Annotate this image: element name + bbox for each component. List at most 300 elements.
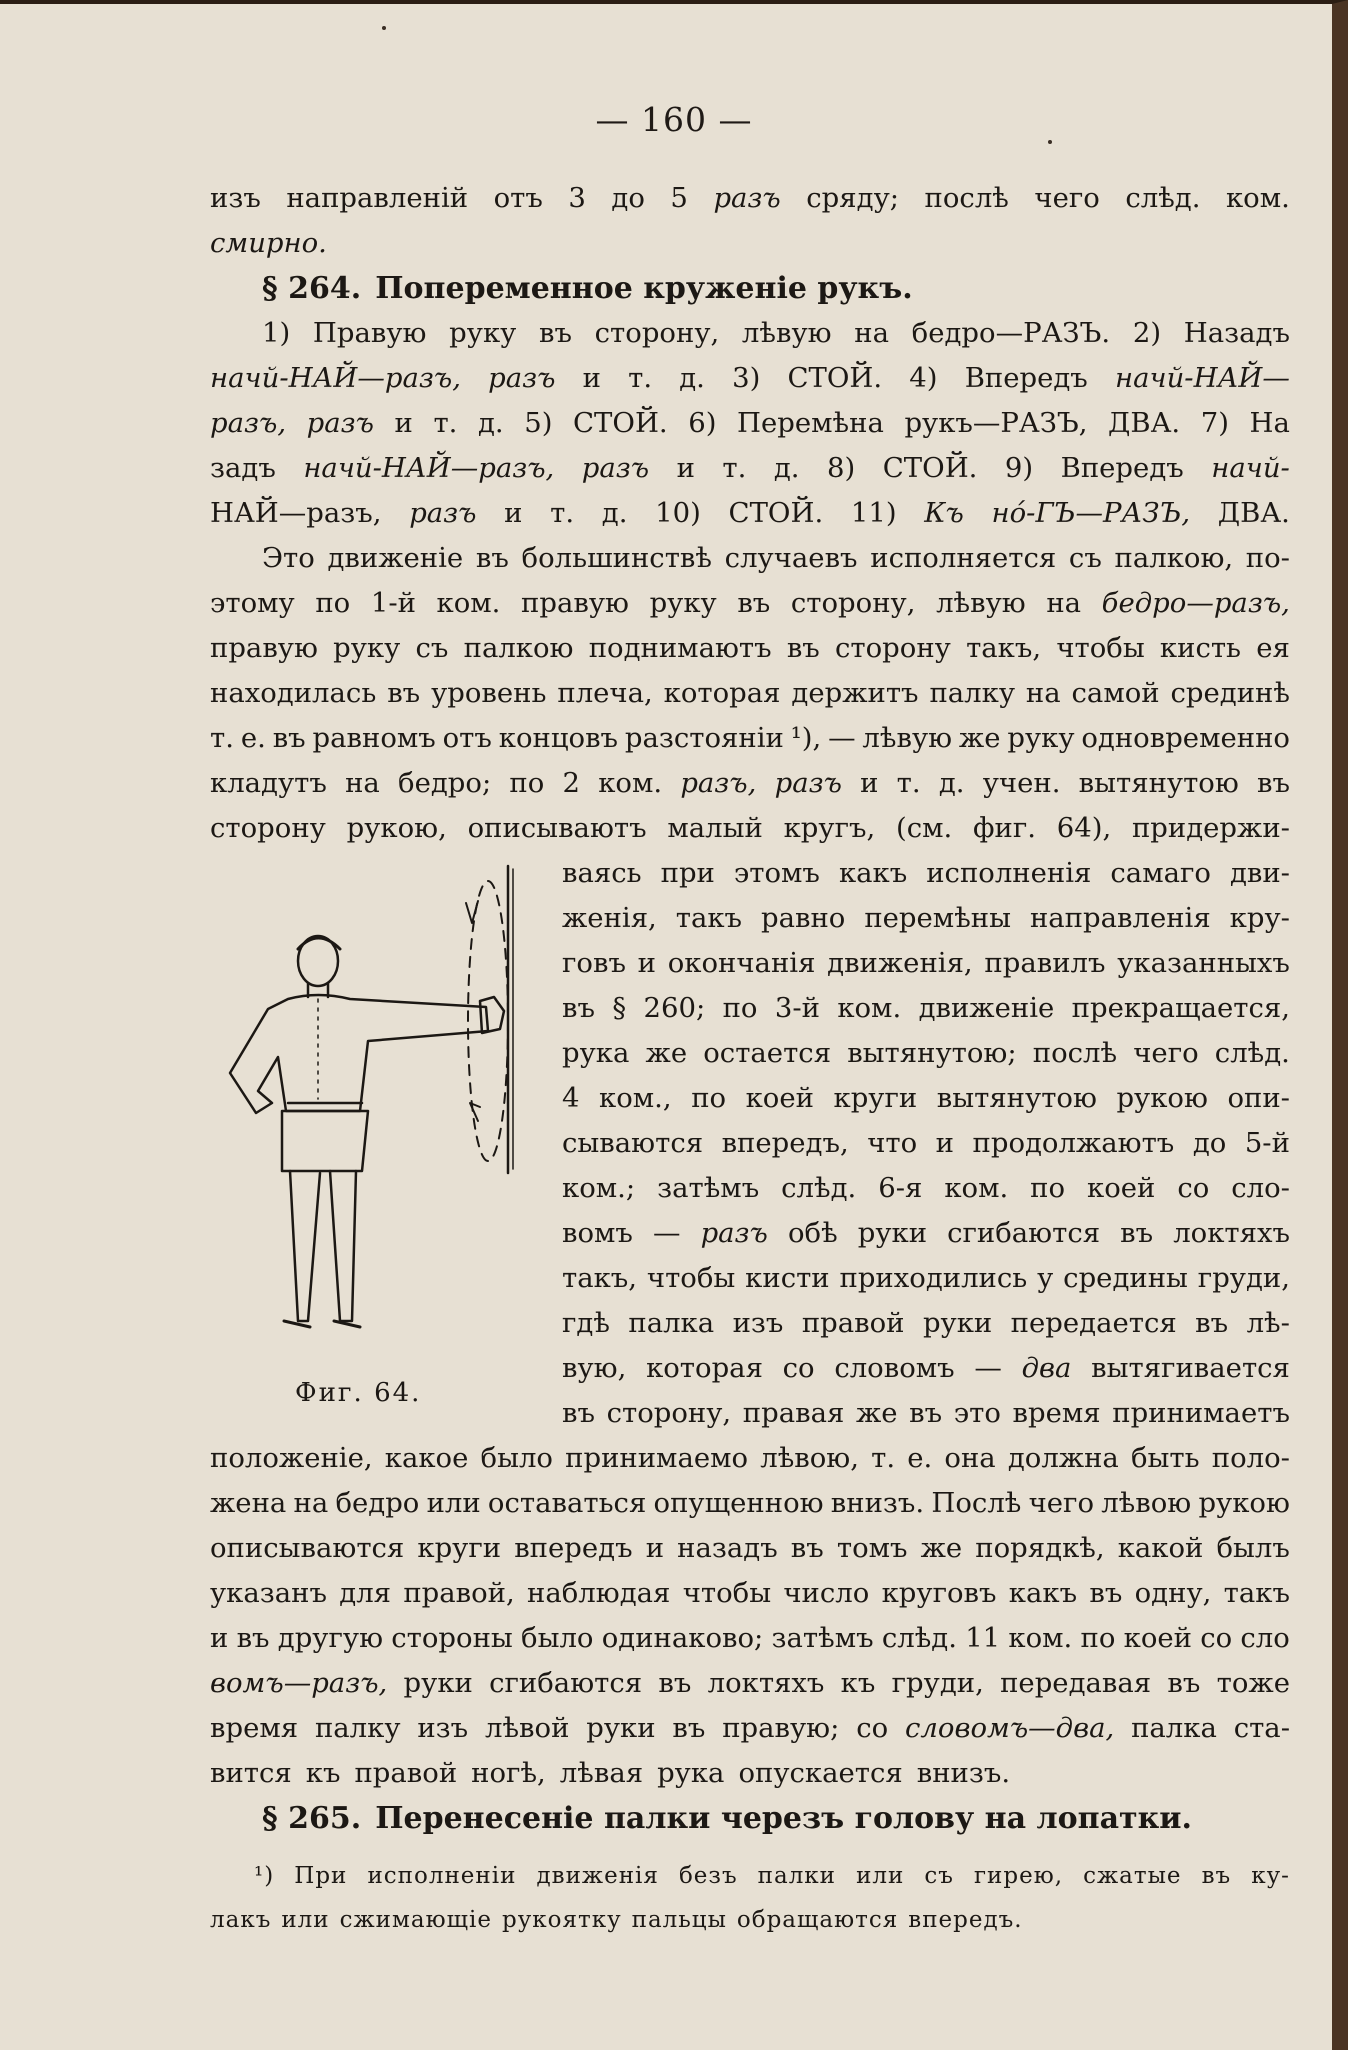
word: чего: [1133, 1037, 1199, 1069]
word: исполненія: [926, 857, 1092, 889]
word: кладутъ: [210, 767, 327, 799]
word: въ: [475, 542, 509, 574]
word: обѣ: [787, 1217, 838, 1249]
word: перемѣны: [864, 902, 1011, 934]
section-heading-265: [210, 1796, 1290, 1841]
text-line: [562, 1166, 1290, 1211]
word: плеча,: [557, 677, 653, 709]
word: начй-НАЙ—разъ,: [303, 452, 555, 484]
text-line: [562, 941, 1290, 986]
text-line: [210, 1661, 1290, 1706]
word: равномъ: [312, 722, 436, 754]
word: исполняется: [870, 542, 1057, 574]
word: СТОЙ.: [573, 407, 668, 439]
word: коей: [1123, 1622, 1192, 1654]
word: приходились: [839, 1262, 1028, 1294]
word: положеніе,: [210, 1442, 373, 1474]
word: въ: [387, 677, 421, 709]
word: лѣвую: [862, 722, 953, 754]
word: при: [660, 857, 715, 889]
word: оставаться: [487, 1487, 647, 1519]
word: направленія: [1029, 902, 1211, 934]
word: д.: [938, 767, 965, 799]
word: какой: [1117, 1532, 1204, 1564]
word: движенія,: [827, 947, 973, 979]
word: правой: [354, 1757, 458, 1789]
word: время: [210, 1712, 299, 1744]
word: вомъ: [562, 1217, 633, 1249]
word: до: [1192, 1127, 1227, 1159]
word: локтяхъ: [1173, 1217, 1290, 1249]
word: этому: [210, 587, 295, 619]
explanation-paragraph: [210, 536, 1290, 851]
word: т.: [433, 407, 458, 439]
word: малый: [667, 812, 763, 844]
word: учен.: [982, 767, 1061, 799]
word: руки: [922, 1307, 993, 1339]
word: т.: [550, 497, 575, 529]
word: правой: [801, 1307, 905, 1339]
word: 6): [688, 407, 717, 439]
section-title: Перенесеніе палки черезъ голову на лопатки.: [375, 1801, 1192, 1836]
word: два: [1021, 1352, 1072, 1384]
figure-illustration: [210, 851, 562, 1436]
word: 11: [965, 1622, 1001, 1654]
word: въ: [562, 992, 595, 1024]
text-line: [210, 221, 1290, 266]
word: послѣ: [924, 182, 1009, 214]
word: груди,: [891, 1667, 984, 1699]
word: ком.: [837, 992, 902, 1024]
word: 5: [670, 182, 688, 214]
ink-speck: [1048, 140, 1052, 144]
word: затѣмъ: [657, 1172, 760, 1204]
figure-shirt-skirt: [282, 1111, 368, 1171]
word: 1): [262, 317, 291, 349]
word: ком.;: [562, 1172, 636, 1204]
word: 11): [850, 497, 897, 529]
word: къ: [305, 1757, 341, 1789]
word: 3): [732, 362, 761, 394]
word: чтобы: [682, 1577, 772, 1609]
word: ком.,: [599, 1082, 672, 1114]
word: При: [294, 1863, 348, 1889]
word: разъ: [713, 182, 781, 214]
word: придержи-: [1131, 812, 1290, 844]
word: разъ: [488, 362, 556, 394]
word: и: [394, 407, 413, 439]
word: Это: [262, 542, 315, 574]
word: по: [1030, 1172, 1066, 1204]
word: дви-: [1229, 857, 1290, 889]
word: въ: [1201, 1863, 1232, 1889]
word: въ: [236, 1622, 270, 1654]
word: ¹): [254, 1863, 275, 1889]
word: жена: [210, 1487, 287, 1519]
word: правую: [521, 587, 629, 619]
word: 64),: [1056, 812, 1112, 844]
word: рука: [657, 1757, 725, 1789]
word: палка: [628, 1307, 715, 1339]
word: палкою,: [1114, 542, 1234, 574]
word: послѣ: [1032, 1037, 1118, 1069]
word: правая: [742, 1397, 845, 1429]
direction-arrow-down: [470, 1103, 480, 1121]
word: обращаются: [736, 1907, 899, 1933]
word: 2): [1132, 317, 1162, 349]
word: коей: [1087, 1172, 1156, 1204]
wrapped-text-column: [562, 851, 1290, 1436]
word: на: [854, 317, 889, 349]
word: случаевъ: [724, 542, 858, 574]
word: НАЙ—разъ,: [210, 497, 382, 529]
text-line: [210, 176, 1290, 221]
word: сряду;: [806, 182, 900, 214]
text-line: [210, 1436, 1290, 1481]
word: же: [920, 1532, 963, 1564]
word: въ: [737, 587, 771, 619]
word: сжимающіе: [339, 1907, 492, 1933]
word: ваясь: [562, 857, 642, 889]
word: гирею,: [974, 1863, 1064, 1889]
word: такъ,: [562, 1262, 638, 1294]
word: чего: [1028, 1487, 1094, 1519]
word: безъ: [678, 1863, 738, 1889]
word: въ: [1120, 1217, 1154, 1249]
word: 3-й: [774, 992, 820, 1024]
text-line: [210, 806, 1290, 851]
text-line: [210, 1706, 1290, 1751]
word: нó-ГЪ—РАЗЪ,: [991, 497, 1191, 529]
word: по: [315, 587, 351, 619]
word: движеніе: [327, 542, 464, 574]
word: 1-й: [370, 587, 416, 619]
word: самой: [1071, 677, 1160, 709]
word: затѣмъ: [771, 1622, 874, 1654]
word: въ: [658, 1667, 692, 1699]
word: на: [1046, 587, 1082, 619]
word: по: [722, 992, 758, 1024]
word: отъ: [493, 182, 543, 214]
text-line: [210, 356, 1290, 401]
word: §: [612, 992, 627, 1024]
word: груди,: [1197, 1262, 1290, 1294]
word: правой,: [403, 1577, 515, 1609]
word: круги: [417, 1532, 502, 1564]
text-line: [562, 1301, 1290, 1346]
text-line: [210, 1481, 1290, 1526]
ink-speck: [382, 26, 386, 30]
word: опи-: [1227, 1082, 1290, 1114]
word: т.: [722, 452, 747, 484]
word: ком.: [598, 767, 663, 799]
word: локтяхъ: [707, 1667, 825, 1699]
word: палки: [757, 1863, 837, 1889]
word: которая: [663, 677, 781, 709]
word: по: [509, 767, 545, 799]
word: сторону,: [790, 587, 916, 619]
word: это: [953, 1397, 1001, 1429]
word: описываются: [210, 1532, 405, 1564]
word: е.: [240, 722, 266, 754]
word: 6-я: [878, 1172, 923, 1204]
word: гдѣ: [562, 1307, 610, 1339]
word: и: [210, 1622, 229, 1654]
word: —: [653, 1217, 681, 1249]
word: разъ: [306, 407, 374, 439]
word: лѣвою: [1101, 1487, 1192, 1519]
explanation-continuation: [210, 1436, 1290, 1796]
word: д.: [601, 497, 628, 529]
word: СТОЙ.: [882, 452, 978, 484]
word: рукою,: [346, 812, 447, 844]
word: описываютъ: [467, 812, 647, 844]
word: со: [856, 1712, 889, 1744]
word: руки: [857, 1217, 928, 1249]
word: д.: [477, 407, 504, 439]
word: слѣд.: [1214, 1037, 1290, 1069]
text-line: [562, 1256, 1290, 1301]
word: должна: [1007, 1442, 1119, 1474]
word: вытянутою;: [847, 1037, 1017, 1069]
word: въ: [1089, 1577, 1123, 1609]
word: чего: [1034, 182, 1100, 214]
word: ¹),: [790, 722, 822, 754]
text-line: [210, 1571, 1290, 1616]
footnote-line: [210, 1898, 1290, 1942]
word: Къ: [924, 497, 964, 529]
text-line: [562, 1211, 1290, 1256]
text-line: [562, 1391, 1290, 1436]
text-line: [210, 311, 1290, 356]
figure-legs: [290, 1171, 356, 1321]
word: 260;: [643, 992, 706, 1024]
word: разъ,: [210, 407, 287, 439]
word: бедро—РАЗЪ.: [911, 317, 1111, 349]
word: большинствѣ: [521, 542, 712, 574]
section-heading-264: [210, 266, 1290, 311]
word: движенія: [536, 1863, 659, 1889]
word: передавая: [1000, 1667, 1152, 1699]
footnote: [210, 1854, 1290, 1942]
word: такъ: [675, 902, 743, 934]
word: изъ: [417, 1712, 469, 1744]
word: ком.: [1008, 1622, 1073, 1654]
word: уровень: [431, 677, 547, 709]
word: самаго: [1110, 857, 1211, 889]
word: (см.: [895, 812, 953, 844]
word: сторону: [835, 632, 951, 664]
word: палка: [1131, 1712, 1217, 1744]
word: такъ: [1223, 1577, 1290, 1609]
word: внизъ.: [916, 1757, 1011, 1789]
word: Впередъ: [964, 362, 1088, 394]
section-title: Попеременное круженіе рукъ.: [375, 271, 913, 306]
word: сгибаются: [947, 1217, 1101, 1249]
word: разъ: [700, 1217, 768, 1249]
word: наблюдая: [527, 1577, 671, 1609]
text-line: [562, 1031, 1290, 1076]
word: начй-: [1211, 452, 1290, 484]
word: указанъ: [210, 1577, 327, 1609]
word: или: [426, 1487, 481, 1519]
word: вытянутою: [1078, 767, 1239, 799]
word: было: [521, 1622, 594, 1654]
text-line: [210, 491, 1290, 536]
word: лакъ: [210, 1907, 272, 1933]
word: и: [645, 1532, 665, 1564]
word: д.: [773, 452, 800, 484]
word: ста-: [1233, 1712, 1290, 1744]
word: со: [1200, 1622, 1233, 1654]
word: внизъ.: [830, 1487, 925, 1519]
word: ком.: [1225, 182, 1290, 214]
word: лѣвою,: [760, 1442, 859, 1474]
word: принимаетъ: [1112, 1397, 1290, 1429]
word: и: [935, 1127, 955, 1159]
word: былъ: [1216, 1532, 1290, 1564]
word: окончанія: [667, 947, 816, 979]
word: рукою: [1198, 1487, 1290, 1519]
word: изъ: [210, 182, 261, 214]
word: концовъ: [498, 722, 619, 754]
word: было: [480, 1442, 553, 1474]
word: пальцы: [631, 1907, 727, 1933]
word: одинаково;: [601, 1622, 764, 1654]
word: изъ: [732, 1307, 784, 1339]
word: кисть: [1159, 632, 1242, 664]
figure-64: [210, 851, 562, 1436]
word: круговъ: [881, 1577, 997, 1609]
word: —: [974, 1352, 1002, 1384]
text-line: [562, 1076, 1290, 1121]
figure-hand: [480, 997, 504, 1033]
text-line: [210, 536, 1290, 581]
figure-body: [230, 995, 488, 1113]
word: бедро: [335, 1487, 420, 1519]
word: лѣвую: [936, 587, 1026, 619]
word: словомъ—два,: [905, 1712, 1115, 1744]
word: тоже: [1216, 1667, 1290, 1699]
word: 9): [1004, 452, 1034, 484]
word: и: [860, 767, 879, 799]
word: разъ: [581, 452, 650, 484]
word: Впередъ: [1060, 452, 1184, 484]
word: рука: [562, 1037, 630, 1069]
word: 10): [655, 497, 701, 529]
word: вытянутою: [936, 1082, 1097, 1114]
word: 5-й: [1244, 1127, 1290, 1159]
word: въ: [562, 1397, 595, 1429]
word: впередъ.: [908, 1907, 1023, 1933]
text-line: [210, 446, 1290, 491]
word: сжатые: [1083, 1863, 1182, 1889]
word: ДВА.: [1217, 497, 1290, 529]
word: руку: [649, 587, 717, 619]
word: д.: [679, 362, 705, 394]
word: впередъ: [514, 1532, 633, 1564]
word: Правую: [312, 317, 427, 349]
word: сло-: [1231, 1172, 1290, 1204]
word: опускается: [738, 1757, 903, 1789]
word: на: [1025, 677, 1061, 709]
word: находилась: [210, 677, 377, 709]
footnote-line: [210, 1854, 1290, 1898]
word: же: [645, 1037, 688, 1069]
word: въ: [272, 722, 306, 754]
word: въ: [1195, 1307, 1229, 1339]
word: 4: [562, 1082, 580, 1114]
word: какое: [384, 1442, 469, 1474]
word: у: [1037, 1262, 1054, 1294]
text-line: [210, 671, 1290, 716]
word: порядкѣ,: [975, 1532, 1105, 1564]
word: и: [504, 497, 523, 529]
word: СТОЙ.: [728, 497, 824, 529]
word: говъ: [562, 947, 626, 979]
word: и: [637, 947, 657, 979]
word: число: [783, 1577, 870, 1609]
word: рукоятку: [501, 1907, 622, 1933]
word: ку-: [1251, 1863, 1290, 1889]
word: по-: [1245, 542, 1290, 574]
word: быть: [1130, 1442, 1200, 1474]
word: руку: [333, 632, 401, 664]
word: 7): [1200, 407, 1229, 439]
word: фиг.: [972, 812, 1036, 844]
word: разъ,: [680, 767, 757, 799]
word: разстояніи: [624, 722, 784, 754]
text-line: [210, 1751, 1290, 1796]
word: —: [828, 722, 856, 754]
word: которая: [646, 1352, 763, 1384]
word: слѣд.: [781, 1172, 857, 1204]
word: передается: [1010, 1307, 1177, 1339]
word: этомъ: [733, 857, 820, 889]
word: ея: [1256, 632, 1290, 664]
text-line: [562, 896, 1290, 941]
text-line: [210, 581, 1290, 626]
word: ДВА.: [1108, 407, 1181, 439]
word: что: [867, 1127, 918, 1159]
word: рукъ—РАЗЪ,: [904, 407, 1088, 439]
word: стороны: [391, 1622, 513, 1654]
word: сторону,: [606, 1397, 732, 1429]
word: слѣд.: [1125, 182, 1201, 214]
word: продолжаютъ: [972, 1127, 1175, 1159]
text-line: [562, 986, 1290, 1031]
word: руки: [403, 1667, 473, 1699]
word: другую: [277, 1622, 384, 1654]
word: остается: [703, 1037, 832, 1069]
command-paragraph: [210, 311, 1290, 536]
word: задъ: [210, 452, 276, 484]
word: со: [782, 1352, 815, 1384]
text-line: [210, 1616, 1290, 1661]
word: вомъ—разъ,: [210, 1667, 388, 1699]
word: и: [582, 362, 601, 394]
word: е.: [907, 1442, 933, 1474]
word: разъ: [774, 767, 842, 799]
word: палкою: [463, 632, 574, 664]
word: сло: [1240, 1622, 1290, 1654]
paragraph-continuation: [210, 176, 1290, 266]
word: СТОЙ.: [787, 362, 883, 394]
word: средины: [1063, 1262, 1188, 1294]
word: кругъ,: [783, 812, 876, 844]
text-line: [210, 1526, 1290, 1571]
word: вится: [210, 1757, 292, 1789]
